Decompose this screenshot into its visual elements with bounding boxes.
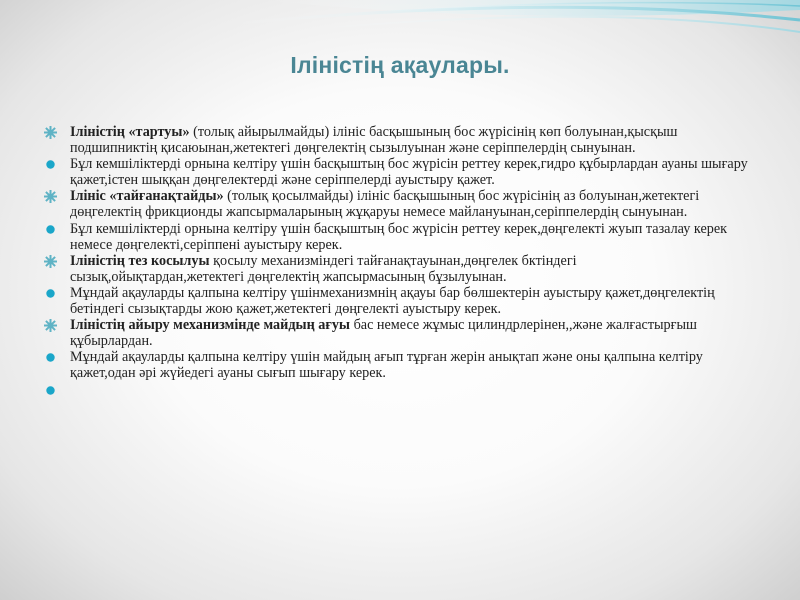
bullet-text [70,221,727,253]
slide-title: Ілiнiстiң ақаулары. [290,52,510,78]
bullet-list [44,124,750,398]
round-bullet-icon [44,384,57,397]
bullet-text [70,253,577,285]
diamond-bullet-icon [44,190,57,203]
bullet-item [44,317,750,349]
bullet-text [70,317,697,349]
bullet-item [44,285,750,317]
bullet-text [70,124,677,156]
bullet-item [44,188,750,220]
bullet-body: Мұндай ақауларды қалпына келтiру үшiн майдың ағып тұрған жерiн анықтап және оны қалпына келтiру қажет,одан әрi жүйедегi ауаны сығып шығару керек. [70,349,703,382]
bullet-item [44,382,750,398]
bullet-body: бас немесе жұмыс цилиндрлерiнен,,және жалғастырғыш құбырлардан. [70,317,697,350]
bullet-body: Бұл кемшiлiктердi орнына келтiру үшiн басқыштың бос жүрiсiн реттеу керек,гидро құбырлардан ауаны шығару қажет,iстен шыққан дөңгелектердi және серiппелердi ауыстыру қажет. [70,156,748,189]
bullet-body: қосылу механизмiндегi тайғанақтауынан,дөңгелек бктiндегi сызық,ойықтардан,жетектегi дөңгелектiң жапсырмасының бұзылуынан. [70,252,577,285]
bullet-body: Бұл кемшiлiктердi орнына келтiру үшiн басқыштың бос жүрiсiн реттеу керек,дөңгелектi жуып тазалау керек немесе дөңгелектi,серiппенi ауыстыру керек. [70,220,728,253]
bullet-bold-lead: Ілiнiстiң «тартуы» [70,124,190,140]
round-bullet-icon [44,158,57,171]
bullet-bold-lead: Ілiнiстiң айыру механизмiнде майдың ағуы [70,317,351,334]
bullet-item [44,221,750,253]
bullet-text [70,156,748,188]
bullet-text [70,349,703,381]
bullet-body: (толық қосылмайды) iлiнiс басқышының бос жүрiсiнiң аз болуынан,жетектегi дөңгелектiң фрикционды жапсырмаларының жұқаруы немесе майлануынан,серiппелердiң сынуынан. [70,188,700,221]
bullet-bold-lead: Ілiнiстiң тез косылуы [70,252,210,269]
bullet-body: (толық айырылмайды) iлiнiс басқышының бос жүрiсiнiң көп болуынан,қысқыш подшипниктiң қисаюынан,жетектегi дөңгелектiң сызылуынан және серiппелердiң сынуынан. [70,124,678,157]
bullet-bold-lead: Ілiнiс «тайғанақтайды» [70,188,224,205]
bullet-body: Мұндай ақауларды қалпына келтiру үшiнмеханизмнiң ақауы бар бөлшектерiн ауыстыру қажет,дөңгелектiң бетiндегi сызықтарды жою қажет,жетектегi дөңгелектi ауыстыру керек. [70,284,715,318]
round-bullet-icon [44,351,57,364]
diamond-bullet-icon [44,255,57,268]
round-bullet-icon [44,287,57,300]
bullet-item [44,156,750,188]
bullet-text [70,285,715,317]
bullet-text [70,188,699,220]
diamond-bullet-icon [44,319,57,332]
round-bullet-icon [44,223,57,236]
diamond-bullet-icon [44,126,57,139]
bullet-item [44,349,750,381]
bullet-item [44,253,750,285]
bullet-item [44,124,750,156]
